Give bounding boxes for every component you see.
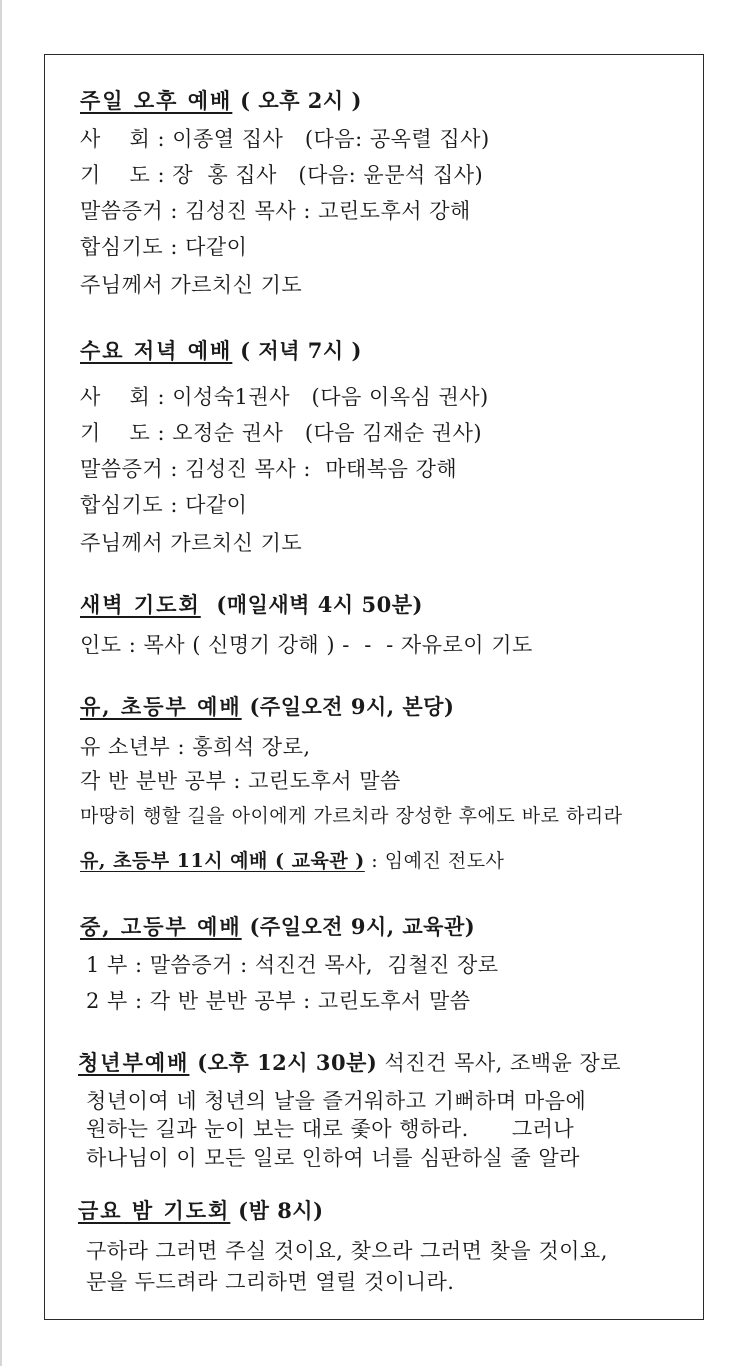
section-time: ( 오후 2시 )	[232, 88, 362, 113]
page-edge	[0, 0, 2, 1366]
line: 1 부 : 말씀증거 : 석진건 목사, 김철진 장로	[86, 953, 499, 977]
line: 마땅히 행할 길을 아이에게 가르치라 장성한 후에도 바로 하리라	[80, 805, 623, 827]
section-time: (밤 8시)	[230, 1198, 324, 1223]
line: 합심기도 : 다같이	[80, 235, 248, 259]
line: 구하라 그러면 주실 것이요, 찾으라 그러면 찾을 것이요,	[86, 1239, 608, 1263]
section-leader: : 임예진 전도사	[364, 850, 505, 872]
section-title: 주일 오후 예배	[80, 88, 233, 113]
line: 문을 두드려라 그리하면 열릴 것이니라.	[86, 1270, 455, 1294]
section-header-dawn-prayer	[80, 592, 423, 618]
section-title: 유, 초등부 예배	[80, 694, 242, 719]
section-title: 수요 저녁 예배	[80, 338, 233, 363]
section-time: (주일오전 9시, 본당)	[241, 694, 455, 719]
section-time: (주일오전 9시, 교육관)	[241, 914, 476, 939]
line: 각 반 분반 공부 : 고린도후서 말씀	[80, 769, 401, 793]
section-title: 청년부예배	[78, 1050, 190, 1075]
section-header-children	[80, 694, 454, 720]
line: 기 도 : 장 홍 집사 (다음: 윤문석 집사)	[80, 163, 484, 187]
section-header-youth	[80, 914, 475, 940]
section-header-young-adult	[78, 1050, 621, 1076]
section-title: 유, 초등부 11시 예배 ( 교육관 )	[80, 850, 365, 872]
section-leader: 석진건 목사, 조백윤 장로	[377, 1051, 622, 1075]
line: 사 회 : 이성숙1권사 (다음 이옥심 권사)	[80, 385, 489, 409]
section-time: (매일새벽 4시 50분)	[200, 592, 423, 617]
line: 청년이여 네 청년의 날을 즐거워하고 기뻐하며 마음에	[86, 1089, 587, 1113]
section-header-friday-night	[78, 1198, 324, 1224]
line: 말씀증거 : 김성진 목사 : 고린도후서 강해	[80, 199, 471, 223]
section-title: 금요 밤 기도회	[78, 1198, 231, 1223]
section-header-wednesday-evening	[80, 338, 362, 364]
section-header-sunday-afternoon	[80, 88, 362, 114]
line: 유 소년부 : 홍희석 장로,	[80, 735, 311, 759]
line: 사 회 : 이종열 집사 (다음: 공옥렬 집사)	[80, 127, 490, 151]
line: 말씀증거 : 김성진 목사 : 마태복음 강해	[80, 457, 458, 481]
line: 인도 : 목사 ( 신명기 강해 ) - - - 자유로이 기도	[80, 633, 533, 657]
line: 2 부 : 각 반 분반 공부 : 고린도후서 말씀	[86, 989, 471, 1013]
section-title: 중, 고등부 예배	[80, 914, 242, 939]
line: 주님께서 가르치신 기도	[80, 531, 303, 555]
section-title: 새벽 기도회	[80, 592, 201, 617]
section-header-children-11am	[80, 848, 504, 874]
line: 주님께서 가르치신 기도	[80, 273, 303, 297]
line: 기 도 : 오정순 권사 (다음 김재순 권사)	[80, 421, 483, 445]
line: 합심기도 : 다같이	[80, 493, 248, 517]
line: 원하는 길과 눈이 보는 대로 좇아 행하라. 그러나	[86, 1117, 575, 1141]
section-time: (오후 12시 30분)	[189, 1050, 378, 1075]
section-time: ( 저녁 7시 )	[232, 338, 362, 363]
line: 하나님이 이 모든 일로 인하여 너를 심판하실 줄 알라	[86, 1146, 580, 1170]
